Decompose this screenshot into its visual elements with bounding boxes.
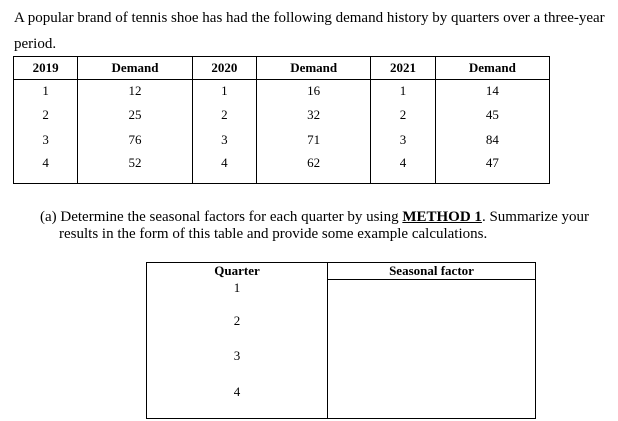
cell: 14 — [435, 80, 549, 103]
problem-intro: A popular brand of tennis shoe has had the following demand history by quarters over a three-year period. — [14, 10, 605, 52]
cell: 32 — [257, 102, 371, 127]
header-2020: 2020 — [192, 57, 256, 80]
quarter-2: 2 — [233, 312, 241, 328]
header-demand-2021: Demand — [435, 57, 549, 80]
cell: 4 — [14, 152, 78, 184]
cell: 4 — [371, 152, 435, 184]
quarter-list — [147, 280, 328, 419]
table-row — [14, 127, 550, 152]
quarter-1: 1 — [233, 279, 241, 295]
cell: 16 — [257, 80, 371, 103]
cell: 47 — [435, 152, 549, 184]
cell: 3 — [371, 127, 435, 152]
question-a-text: (a) Determine the seasonal factors for each quarter by using — [40, 209, 399, 225]
table-row — [14, 152, 550, 184]
cell: 62 — [257, 152, 371, 184]
table-row — [14, 102, 550, 127]
cell: 25 — [78, 102, 192, 127]
question-a-text-rest: . Summarize your — [481, 209, 589, 225]
question-a-line2: results in the form of this table and provide some example calculations. — [59, 226, 488, 242]
header-2019: 2019 — [14, 57, 78, 80]
cell: 52 — [78, 152, 192, 184]
cell: 71 — [257, 127, 371, 152]
cell: 84 — [435, 127, 549, 152]
cell: 45 — [435, 102, 549, 127]
demand-table-header-row — [14, 57, 550, 80]
cell: 3 — [192, 127, 256, 152]
cell: 2 — [14, 102, 78, 127]
cell: 4 — [192, 152, 256, 184]
cell: 1 — [14, 80, 78, 103]
seasonal-factor-answer-cell[interactable] — [328, 280, 536, 419]
cell: 1 — [192, 80, 256, 103]
header-2021: 2021 — [371, 57, 435, 80]
header-demand-2020: Demand — [257, 57, 371, 80]
quarter-4: 4 — [233, 383, 241, 399]
demand-history-table — [13, 56, 550, 184]
cell: 12 — [78, 80, 192, 103]
cell: 3 — [14, 127, 78, 152]
quarter-3: 3 — [233, 347, 241, 363]
table-row — [147, 280, 536, 419]
answer-table-header-row — [147, 263, 536, 280]
cell: 2 — [371, 102, 435, 127]
header-seasonal-factor: Seasonal factor — [328, 263, 536, 280]
method-1-label: METHOD 1 — [402, 209, 482, 225]
header-quarter: Quarter — [147, 263, 328, 280]
header-demand-2019: Demand — [78, 57, 192, 80]
cell: 1 — [371, 80, 435, 103]
seasonal-factor-table — [146, 262, 536, 419]
cell: 2 — [192, 102, 256, 127]
table-row — [14, 80, 550, 103]
cell: 76 — [78, 127, 192, 152]
question-a — [40, 209, 600, 243]
